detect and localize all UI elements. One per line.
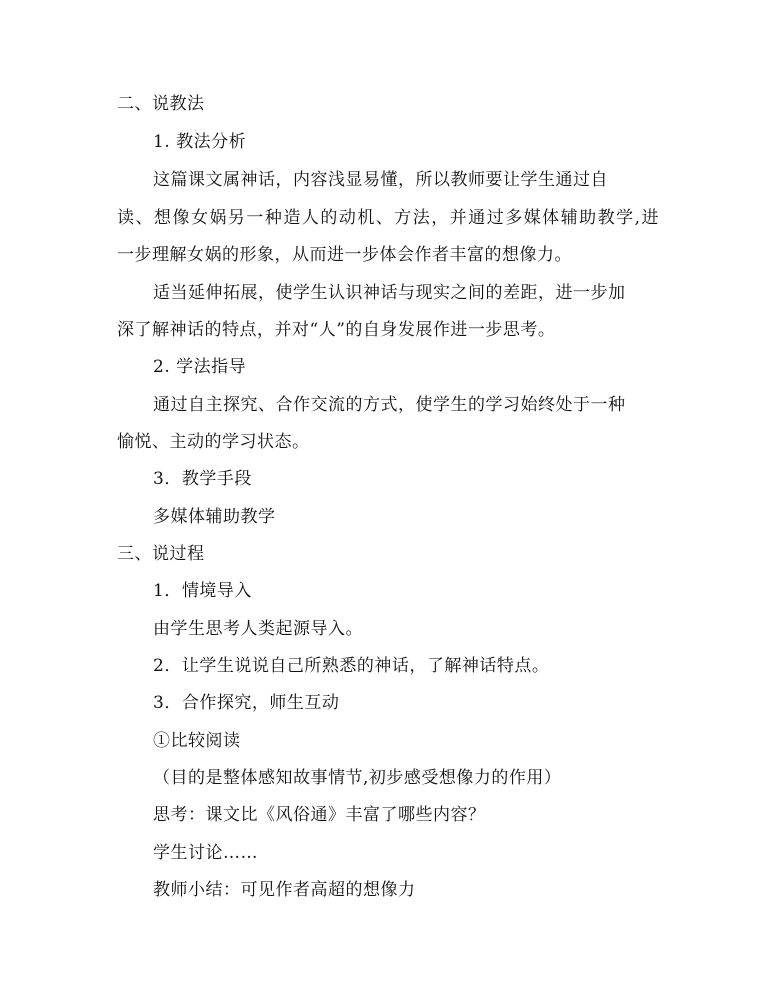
subheading-study-guidance: 2. 学法指导 — [153, 357, 247, 377]
paragraph-line: 一步理解女娲的形象，从而进一步体会作者丰富的想像力。 — [117, 245, 572, 265]
paragraph-line: 这篇课文属神话，内容浅显易懂，所以教师要让学生通过自 — [153, 170, 608, 190]
subheading-teaching-analysis: 1. 教法分析 — [153, 132, 247, 152]
list-item-comparative-reading: ①比较阅读 — [153, 731, 241, 751]
subheading-situation-intro: 1．情境导入 — [153, 581, 252, 601]
paragraph-line: 适当延伸拓展，使学生认识神话与现实之间的差距，进一步加 — [153, 283, 626, 303]
paragraph-line: 学生讨论…… — [153, 843, 258, 863]
subheading-cooperative-inquiry: 3．合作探究，师生互动 — [153, 693, 340, 713]
section-heading-teaching-method: 二、说教法 — [117, 94, 205, 114]
section-heading-process: 三、说过程 — [117, 544, 205, 564]
paragraph-line: 教师小结：可见作者高超的想像力 — [153, 880, 416, 900]
subheading-teaching-means: 3．教学手段 — [153, 469, 252, 489]
paragraph-line: 愉悦、主动的学习状态。 — [117, 432, 310, 452]
subheading-myth-discussion: 2．让学生说说自己所熟悉的神话，了解神话特点。 — [153, 656, 550, 676]
paragraph-line: 通过自主探究、合作交流的方式，使学生的学习始终处于一种 — [153, 395, 626, 415]
paragraph-line: 读、想像女娲另一种造人的动机、方法，并通过多媒体辅助教学,进 — [117, 208, 659, 228]
paragraph-line: （目的是整体感知故事情节,初步感受想像力的作用） — [153, 768, 562, 788]
paragraph-line: 深了解神话的特点，并对“人”的自身发展作进一步思考。 — [117, 320, 556, 340]
paragraph-line: 由学生思考人类起源导入。 — [153, 619, 363, 639]
paragraph-line: 思考：课文比《风俗通》丰富了哪些内容？ — [153, 805, 486, 825]
paragraph-line: 多媒体辅助教学 — [153, 507, 276, 527]
